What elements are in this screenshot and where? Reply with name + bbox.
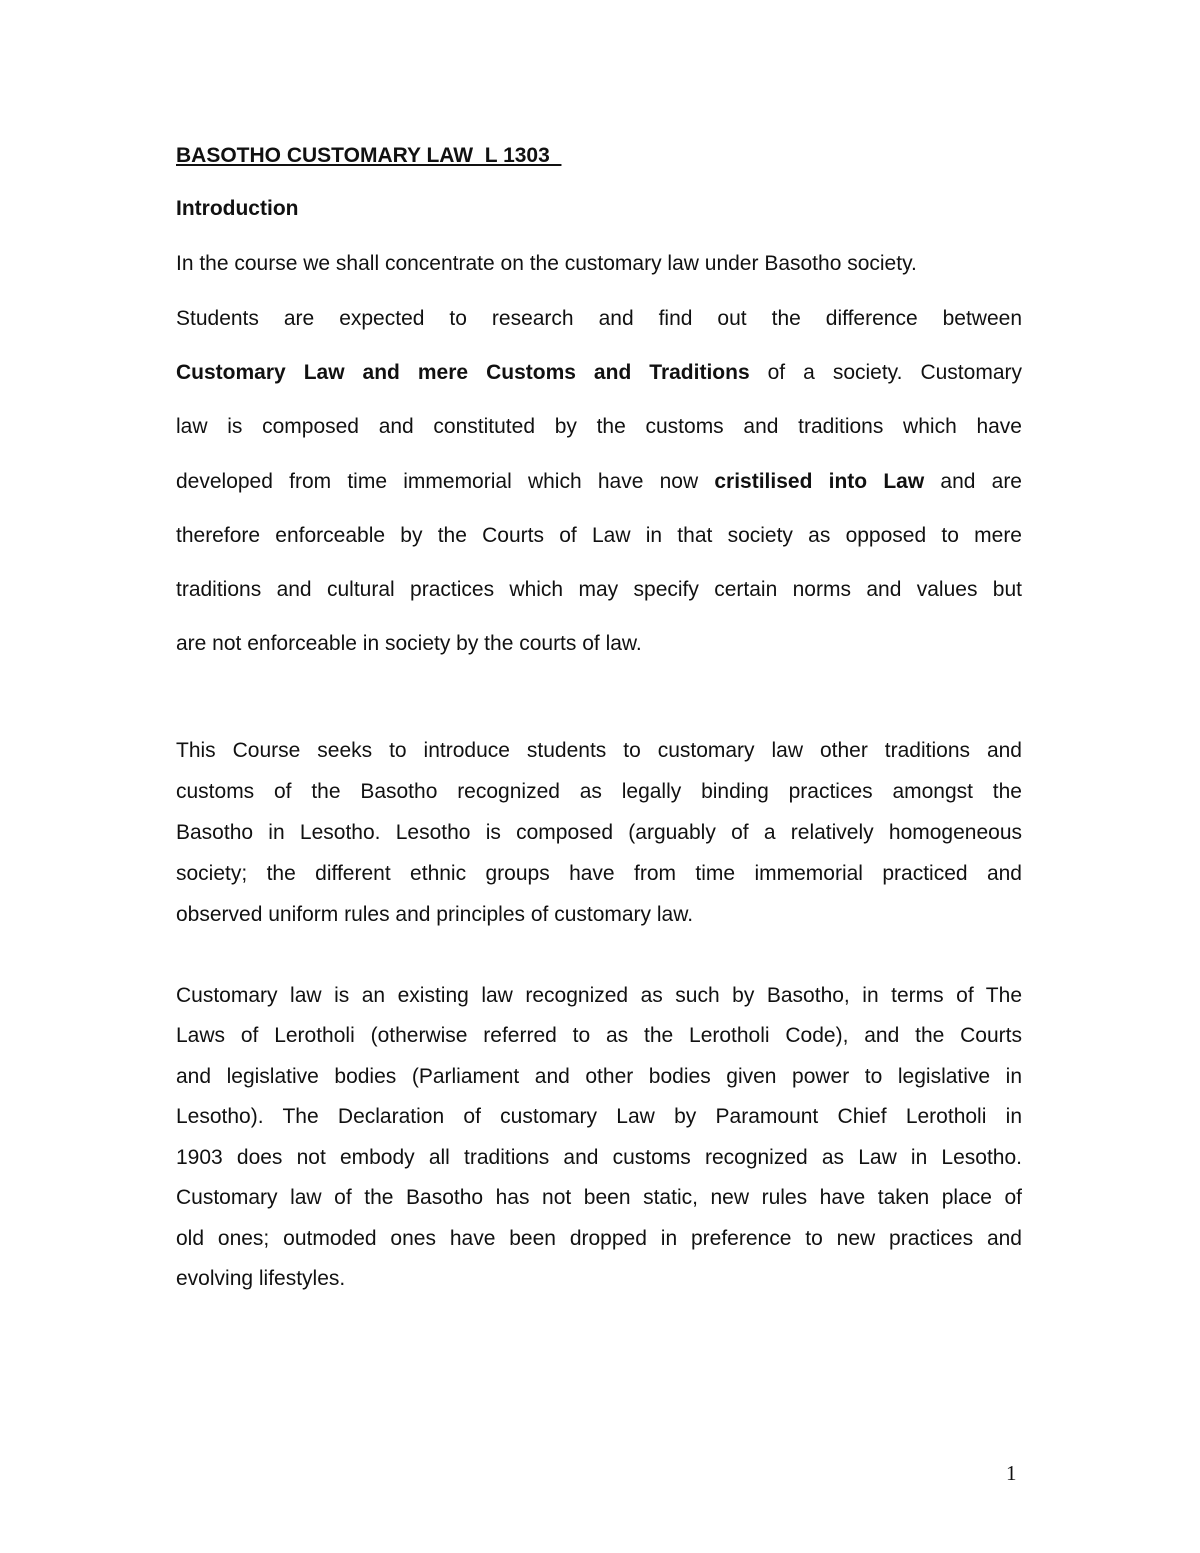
- paragraph-1-line-2: Students are expected to research and find out the difference between: [176, 307, 1022, 330]
- paragraph-1-line-7: traditions and cultural practices which may specify certain norms and values but: [176, 578, 1022, 601]
- paragraph-2-line-2: customs of the Basotho recognized as legally binding practices amongst the: [176, 780, 1022, 803]
- paragraph-1-line-5-end: and are: [924, 470, 1022, 493]
- paragraph-1-line-5-start: developed from time immemorial which have now: [176, 470, 715, 493]
- document-title: BASOTHO CUSTOMARY LAW L 1303: [176, 144, 562, 167]
- paragraph-3-line-1: Customary law is an existing law recognized as such by Basotho, in terms of The: [176, 984, 1022, 1007]
- paragraph-1-line-4: law is composed and constituted by the customs and traditions which have: [176, 415, 1022, 438]
- page-number: 1: [1006, 1461, 1017, 1485]
- paragraph-2-line-4: society; the different ethnic groups have from time immemorial practiced and: [176, 862, 1022, 885]
- paragraph-1-line-3-rest: of a society. Customary: [749, 361, 1022, 384]
- paragraph-1-line-3: [176, 360, 1022, 386]
- paragraph-1-line-5: [176, 469, 1022, 495]
- paragraph-1-line-8: are not enforceable in society by the courts of law.: [176, 632, 642, 655]
- paragraph-3-line-2: Laws of Lerotholi (otherwise referred to as the Lerotholi Code), and the Courts: [176, 1024, 1022, 1047]
- paragraph-3-line-8: evolving lifestyles.: [176, 1267, 346, 1290]
- paragraph-1-line-6: therefore enforceable by the Courts of Law in that society as opposed to mere: [176, 524, 1022, 547]
- paragraph-3-line-5: 1903 does not embody all traditions and customs recognized as Law in Lesotho.: [176, 1146, 1022, 1169]
- paragraph-3-line-7: old ones; outmoded ones have been dropped in preference to new practices and: [176, 1227, 1022, 1250]
- paragraph-2-line-5: observed uniform rules and principles of customary law.: [176, 903, 694, 926]
- paragraph-1-line-1: In the course we shall concentrate on the customary law under Basotho society.: [176, 252, 917, 275]
- paragraph-3-line-4: Lesotho). The Declaration of customary Law by Paramount Chief Lerotholi in: [176, 1105, 1022, 1128]
- bold-phrase-cristilised: cristilised into Law: [714, 470, 925, 493]
- bold-phrase-customary-law: Customary Law and mere Customs and Traditions: [176, 361, 750, 384]
- paragraph-3-line-6: Customary law of the Basotho has not been static, new rules have taken place of: [176, 1186, 1022, 1209]
- paragraph-2-line-1: This Course seeks to introduce students to customary law other traditions and: [176, 739, 1022, 762]
- section-heading: Introduction: [176, 197, 299, 220]
- paragraph-3-line-3: and legislative bodies (Parliament and other bodies given power to legislative in: [176, 1065, 1022, 1088]
- paragraph-2-line-3: Basotho in Lesotho. Lesotho is composed (arguably of a relatively homogeneous: [176, 821, 1022, 844]
